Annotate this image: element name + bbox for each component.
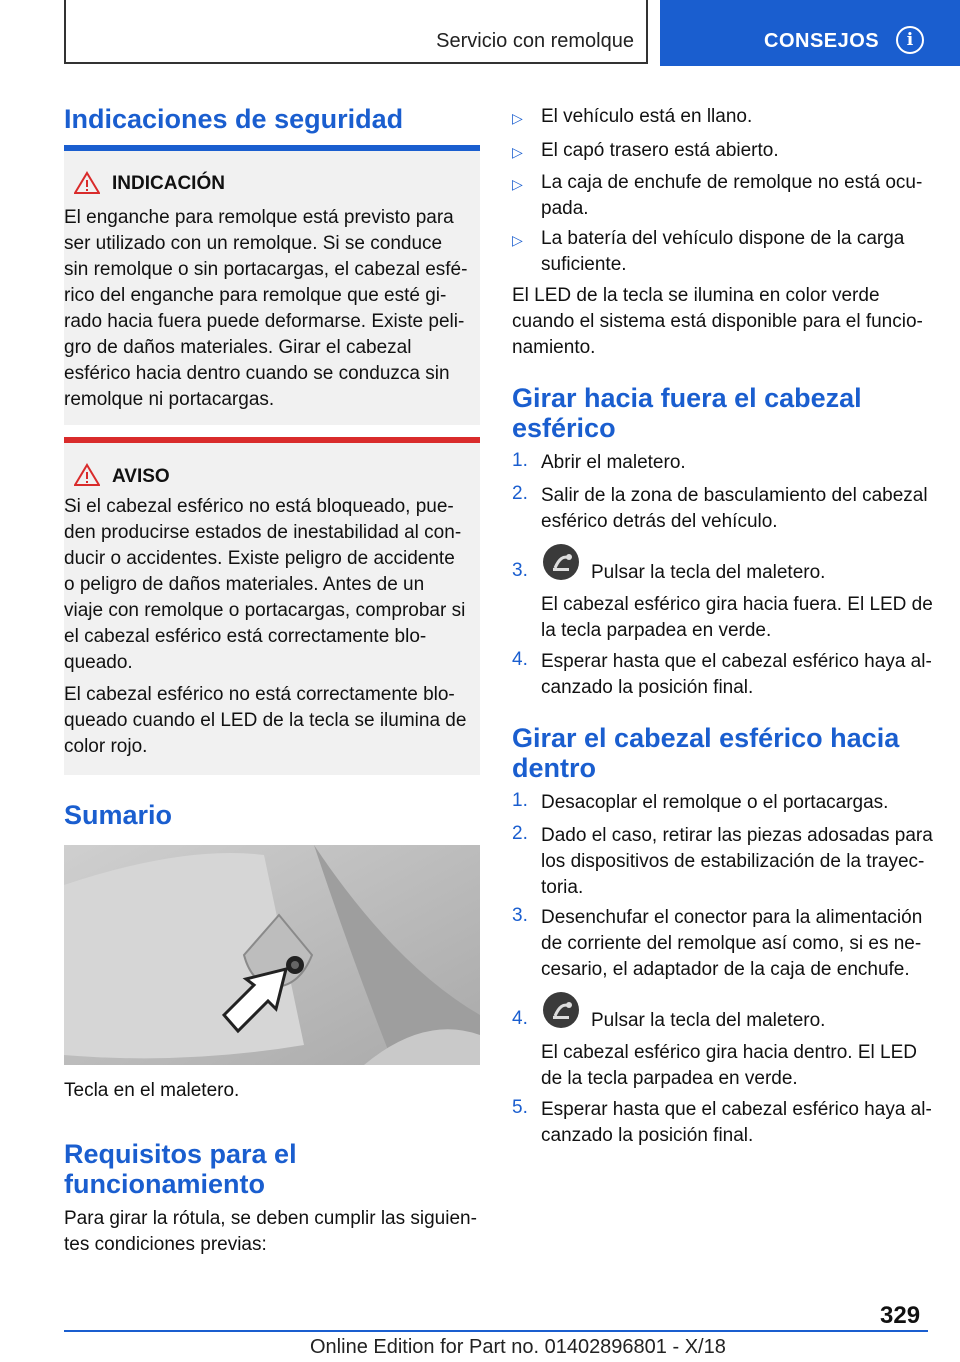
requirements-line: tes condiciones previas: — [64, 1234, 267, 1255]
step-text: de la tecla parpadea en verde. — [541, 1068, 798, 1089]
section-header — [64, 0, 648, 64]
heading-swing-in-2: dentro — [512, 753, 596, 783]
step-text: los dispositivos de estabilización de la trayec- — [541, 851, 925, 872]
step-text: Esperar hasta que el cabezal esférico haya al- — [541, 1099, 932, 1120]
led-line: cuando el sistema está disponible para el funcio- — [512, 311, 923, 332]
trailer-hitch-button-icon — [543, 544, 579, 580]
heading-requirements-2: funcionamiento — [64, 1169, 265, 1199]
page-header — [0, 0, 960, 66]
heading-requirements: Requisitos para el — [64, 1139, 297, 1169]
step-text: canzado la posición final. — [541, 1125, 754, 1146]
note-title: INDICACIÓN — [112, 173, 225, 194]
step-number: 5. — [512, 1097, 528, 1118]
heading-swing-out: Girar hacia fuera el cabezal — [512, 383, 862, 413]
warning-triangle-icon — [74, 463, 100, 487]
requirements-line: Para girar la rótula, se deben cumplir las siguien- — [64, 1208, 477, 1229]
led-line: El LED de la tecla se ilumina en color verde — [512, 285, 880, 306]
heading-summary: Sumario — [64, 800, 173, 830]
step-text: Salir de la zona de basculamiento del cabezal — [541, 485, 928, 506]
note-line: rado hacia fuera puede deformarse. Existe peli- — [64, 311, 465, 332]
heading-swing-out-2: esférico — [512, 413, 616, 443]
bullet-icon: ▷ — [512, 144, 523, 160]
step-text: Desacoplar el remolque o el portacargas. — [541, 792, 889, 813]
step-text: El cabezal esférico gira hacia fuera. El LED de — [541, 594, 933, 615]
warning-triangle-icon — [74, 171, 100, 195]
step-text: El cabezal esférico gira hacia dentro. El LED — [541, 1042, 917, 1063]
list-item: La batería del vehículo dispone de la carga — [541, 228, 905, 249]
note-line: remolque ni portacargas. — [64, 389, 275, 410]
step-number: 2. — [512, 483, 528, 504]
step-text: toria. — [541, 877, 584, 898]
warning-line: ducir o accidentes. Existe peligro de accidente — [64, 548, 455, 569]
warning-line: o peligro de daños materiales. Antes de un — [64, 574, 425, 595]
step-text: la tecla parpadea en verde. — [541, 620, 772, 641]
photo-caption: Tecla en el maletero. — [64, 1080, 240, 1101]
note-line: El enganche para remolque está previsto para — [64, 207, 454, 228]
section-title: Servicio con remolque — [436, 30, 634, 52]
step-number: 4. — [512, 649, 528, 670]
step-number: 3. — [512, 560, 528, 581]
warning-line: color rojo. — [64, 736, 148, 757]
heading-swing-in: Girar el cabezal esférico hacia — [512, 723, 900, 753]
bullet-icon: ▷ — [512, 176, 523, 192]
warning-line: Si el cabezal esférico no está bloqueado, pue- — [64, 496, 454, 517]
step-number: 4. — [512, 1008, 528, 1029]
step-text: Desenchufar el conector para la alimentación — [541, 907, 923, 928]
note-line: gro de daños materiales. Girar el cabezal — [64, 337, 412, 358]
chapter-label: CONSEJOS — [764, 30, 880, 52]
step-text: canzado la posición final. — [541, 677, 754, 698]
edition-text: Online Edition for Part no. 01402896801 - X/18 — [310, 1336, 726, 1358]
step-number: 1. — [512, 790, 528, 811]
note-line: ser utilizado con un remolque. Si se conduce — [64, 233, 443, 254]
warning-line: queado cuando el LED de la tecla se ilumina de — [64, 710, 467, 731]
step-number: 2. — [512, 823, 528, 844]
step-number: 1. — [512, 450, 528, 471]
step-number: 3. — [512, 905, 528, 926]
list-item: El capó trasero está abierto. — [541, 140, 779, 161]
step-text: Abrir el maletero. — [541, 452, 686, 473]
step-text: cesario, el adaptador de la caja de enchufe. — [541, 959, 910, 980]
step-text: Dado el caso, retirar las piezas adosadas para — [541, 825, 933, 846]
warning-line: El cabezal esférico no está correctamente blo- — [64, 684, 455, 705]
step-text: Esperar hasta que el cabezal esférico haya al- — [541, 651, 932, 672]
warning-line: queado. — [64, 652, 133, 673]
chapter-tab — [660, 0, 960, 66]
warning-line: el cabezal esférico está correctamente blo- — [64, 626, 427, 647]
page-number: 329 — [880, 1302, 921, 1329]
led-line: namiento. — [512, 337, 596, 358]
heading-safety: Indicaciones de seguridad — [64, 104, 404, 134]
footer-divider — [64, 1330, 928, 1332]
note-line: esférico hacia dentro cuando se conduzca sin — [64, 363, 450, 384]
info-icon: i — [896, 26, 924, 54]
step-text: Pulsar la tecla del maletero. — [591, 562, 826, 583]
bullet-icon: ▷ — [512, 232, 523, 248]
warning-line: viaje con remolque o portacargas, comprobar si — [64, 600, 466, 621]
note-line: rico del enganche para remolque que esté gi- — [64, 285, 447, 306]
warning-title: AVISO — [112, 466, 170, 487]
step-text: esférico detrás del vehículo. — [541, 511, 778, 532]
list-item: El vehículo está en llano. — [541, 106, 753, 127]
list-item: suficiente. — [541, 254, 627, 275]
list-item: pada. — [541, 198, 589, 219]
step-text: Pulsar la tecla del maletero. — [591, 1010, 826, 1031]
warning-line: den producirse estados de inestabilidad al con- — [64, 522, 462, 543]
trailer-hitch-button-icon — [543, 992, 579, 1028]
step-text: de corriente del remolque así como, si es ne- — [541, 933, 922, 954]
bullet-icon: ▷ — [512, 110, 523, 126]
note-line: sin remolque o sin portacargas, el cabezal esfé- — [64, 259, 468, 280]
trunk-button-photo — [64, 845, 480, 1065]
list-item: La caja de enchufe de remolque no está ocu- — [541, 172, 923, 193]
